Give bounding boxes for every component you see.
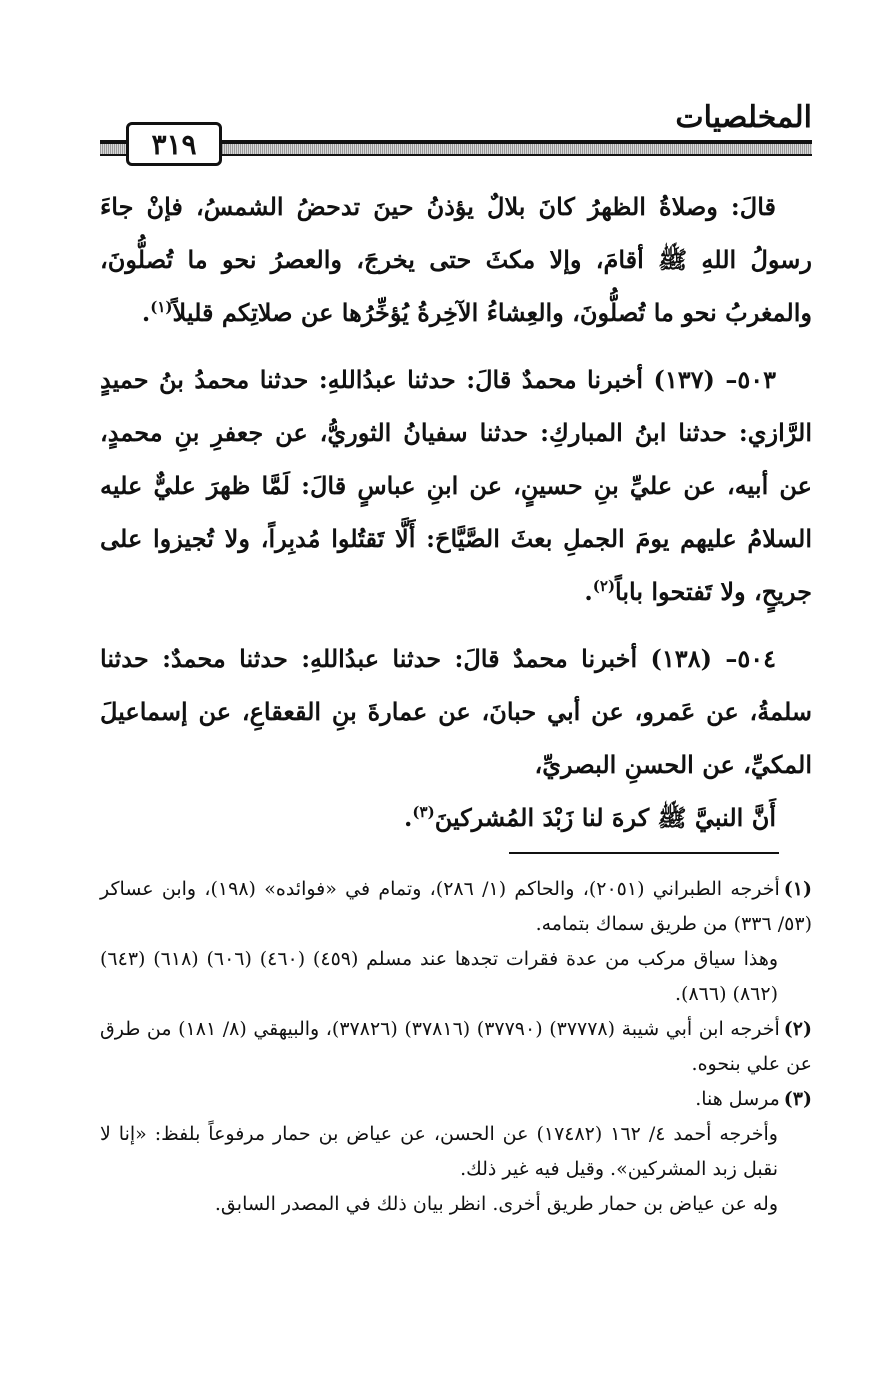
hadith-504-matn [100, 791, 812, 844]
footnote-3-text: مرسل هنا. [695, 1088, 780, 1110]
hadith-504-matn-text: أَنَّ النبيَّ ﷺ كرهَ لنا زَبْدَ المُشركينَ [434, 803, 776, 832]
running-title: المخلصيات [675, 100, 812, 135]
paragraph-1-end: . [141, 298, 151, 327]
footnote-3-extra-2: وله عن عياض بن حمار طريق أخرى. انظر بيان ذلك في المصدر السابق. [214, 1193, 778, 1215]
hadith-504-isnad-text: ٥٠٤– (١٣٨) أخبرنا محمدٌ قالَ: حدثنا عبدُاللهِ: حدثنا محمدٌ: حدثنا سلمةُ، عن عَمرو، عن أبي حبانَ، عن عمارةَ بنِ القعقاعِ، عن إسماعيلَ المكيِّ، عن الحسنِ البصريِّ، [100, 644, 812, 779]
main-text [100, 180, 812, 844]
hadith-503-end: . [584, 577, 593, 606]
footnote-3 [100, 1082, 812, 1117]
footnote-2-number: (٢) [783, 1018, 812, 1040]
paragraph-1-text: قالَ: وصلاةُ الظهرُ كانَ بلالٌ يؤذنُ حينَ تدحضُ الشمسُ، فإنْ جاءَ رسولُ اللهِ ﷺ أقامَ، وإلا مكثَ حتى يخرجَ، والعصرُ نحو ما تُصلُّونَ، والمغربُ نحو ما تُصلُّونَ، والعِشاءُ الآخِرةُ يُؤخِّرُها عن صلاتِكم قليلاً [100, 192, 812, 327]
footnote-1-text: أخرجه الطبراني (٢٠٥١)، والحاكم (١/ ٢٨٦)، وتمام في «فوائده» (١٩٨)، وابن عساكر (٥٣/ ٣٣٦) من طريق سماك بتمامه. [100, 878, 812, 935]
page-header [100, 100, 812, 160]
footnote-3-extra-1: وأخرجه أحمد ٤/ ١٦٢ (١٧٤٨٢) عن الحسن، عن عياض بن حمار مرفوعاً بلفظ: «إنا لا نقبل زبد المشركين». وقيل فيه غير ذلك. [100, 1123, 778, 1180]
footnote-ref-3: (٣) [412, 803, 435, 821]
hadith-503-text: ٥٠٣– (١٣٧) أخبرنا محمدٌ قالَ: حدثنا عبدُاللهِ: حدثنا محمدُ بنُ حميدٍ الرَّازي: حدثنا ابنُ المباركِ: حدثنا سفيانُ الثوريُّ، عن جعفرِ بنِ محمدٍ، عن أبيه، عن عليِّ بنِ حسينٍ، عن ابنِ عباسٍ قالَ: لَمَّا ظهرَ عليٌّ عليه السلامُ عليهم يومَ الجملِ بعثَ الصَّيَّاحَ: أَلَّا تَقتُلوا مُدبِراً، ولا تُجيزوا على جريحٍ، ولا تَفتحوا باباً [100, 365, 812, 606]
hadith-504-end: . [404, 803, 413, 832]
footnote-separator [509, 852, 779, 854]
page-number: ٣١٩ [126, 122, 222, 166]
footnote-ref-1: (١) [150, 298, 173, 316]
footnote-ref-2: (٢) [592, 577, 616, 595]
footnote-1 [100, 872, 812, 942]
footnotes [100, 872, 812, 1222]
hadith-503 [100, 353, 812, 618]
footnote-2 [100, 1012, 812, 1082]
footnote-3-number: (٣) [783, 1088, 812, 1110]
footnote-2-text: أخرجه ابن أبي شيبة (٣٧٧٧٨) (٣٧٧٩٠) (٣٧٨١٦) (٣٧٨٢٦)، والبيهقي (٨/ ١٨١) من طرق عن علي بنحوه. [100, 1018, 812, 1075]
hadith-504-isnad [100, 632, 812, 791]
footnote-1-number: (١) [783, 878, 812, 900]
paragraph-1 [100, 180, 812, 339]
footnote-1-extra: وهذا سياق مركب من عدة فقرات تجدها عند مسلم (٤٥٩) (٤٦٠) (٦٠٦) (٦١٨) (٦٤٣) (٨٦٢) (٨٦٦). [100, 948, 779, 1005]
